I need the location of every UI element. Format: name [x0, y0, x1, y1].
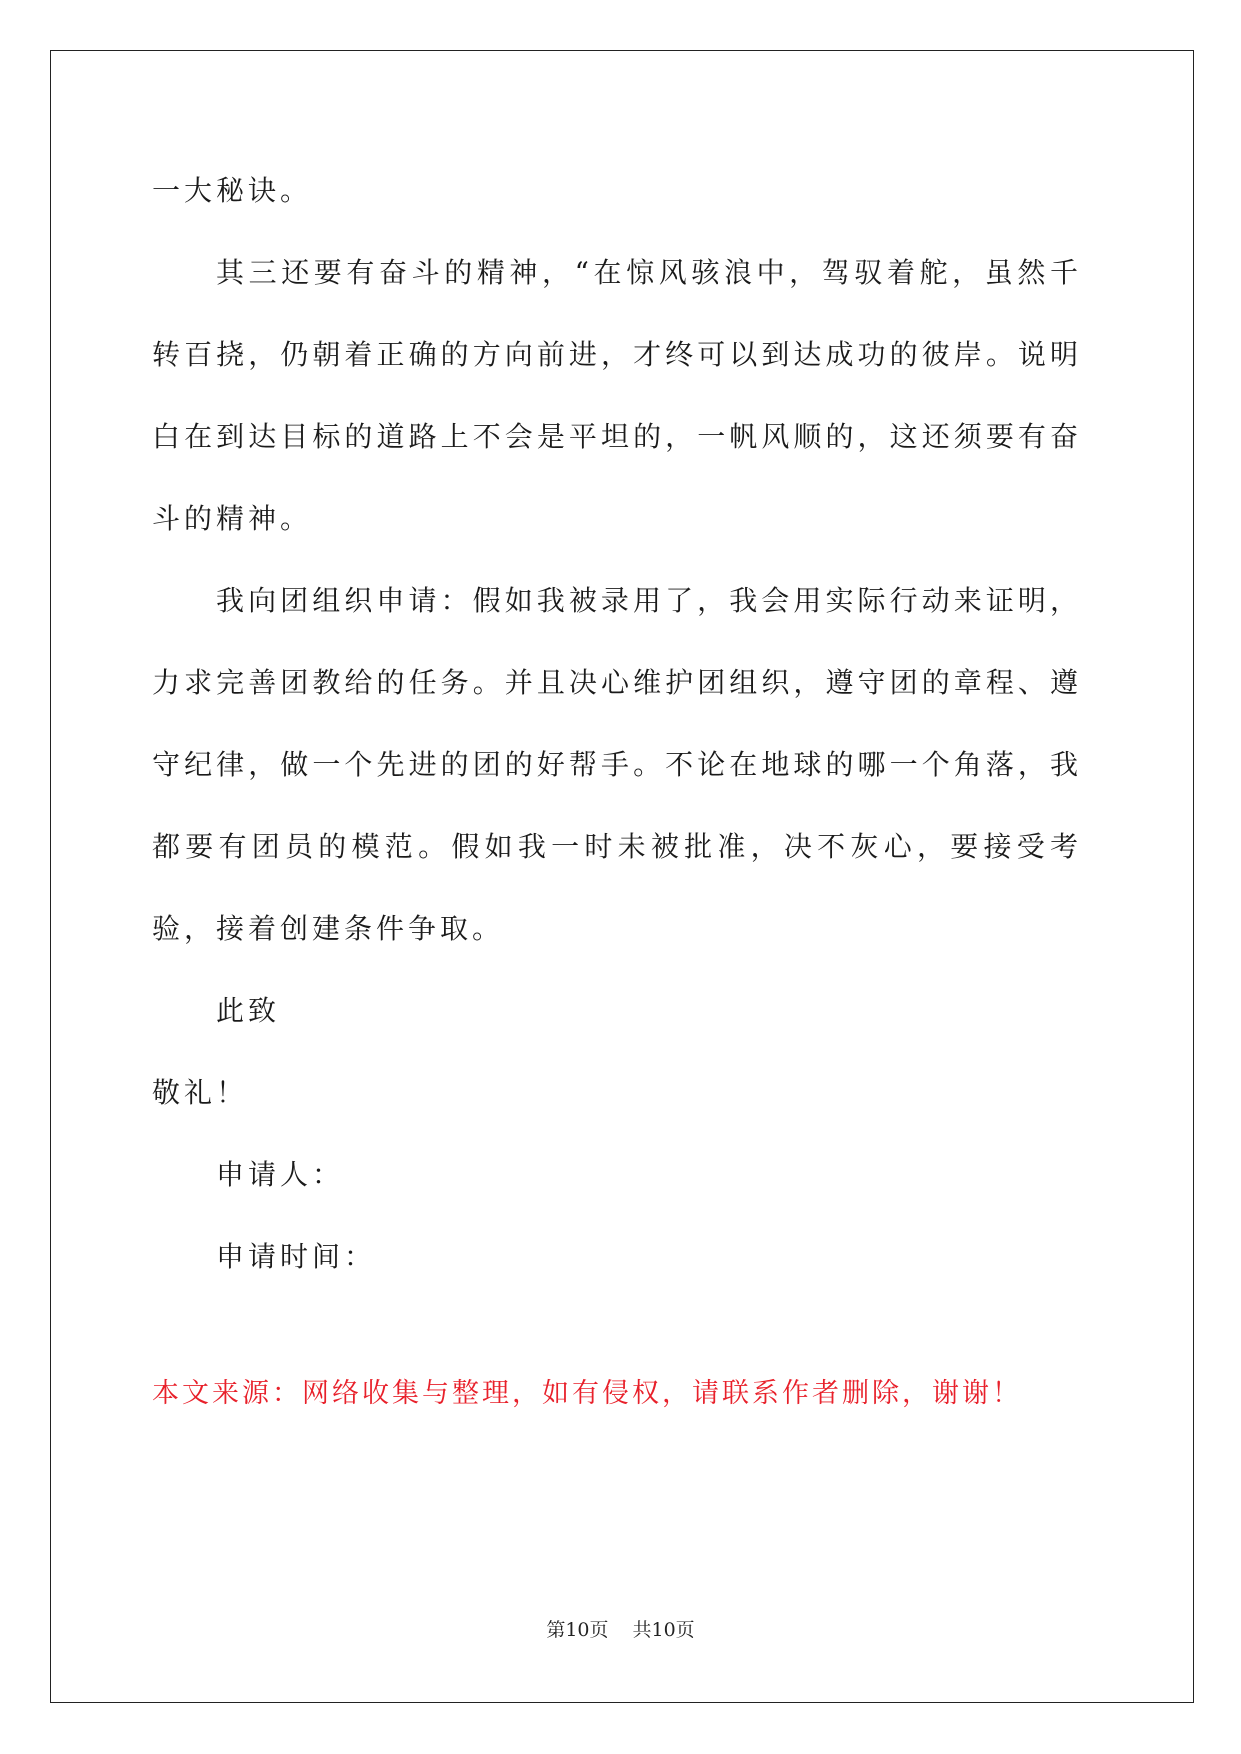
- applicant-label: 申请人：: [216, 1158, 345, 1191]
- document-body: [152, 150, 1082, 1298]
- paragraph-struggle-spirit: 其三还要有奋斗的精神，“在惊风骇浪中，驾驭着舵，虽然千转百挠，仍朝着正确的方向前进，才终可以到达成功的彼岸。说明白在到达目标的道路上不会是平坦的，一帆风顺的，这还须要有奋斗的精神。: [152, 256, 1082, 535]
- application-date-label: 申请时间：: [216, 1240, 377, 1273]
- paragraph-application-pledge: 我向团组织申请：假如我被录用了，我会用实际行动来证明，力求完善团教给的任务。并且决心维护团组织，遵守团的章程、遵守纪律，做一个先进的团的好帮手。不论在地球的哪一个角落，我都要有团员的模范。假如我一时未被批准，决不灰心，要接受考验，接着创建条件争取。: [152, 584, 1082, 945]
- closing-regards: 敬礼！: [152, 1076, 249, 1109]
- closing-salutation: 此致: [216, 994, 281, 1027]
- page-number-total: 共10页: [632, 1619, 695, 1641]
- source-note: 本文来源：网络收集与整理，如有侵权，请联系作者删除，谢谢！: [152, 1378, 1022, 1409]
- page-number-current: 第10页: [546, 1619, 609, 1641]
- paragraph-continuation: 一大秘诀。: [152, 174, 313, 207]
- page-footer: [0, 1616, 1241, 1644]
